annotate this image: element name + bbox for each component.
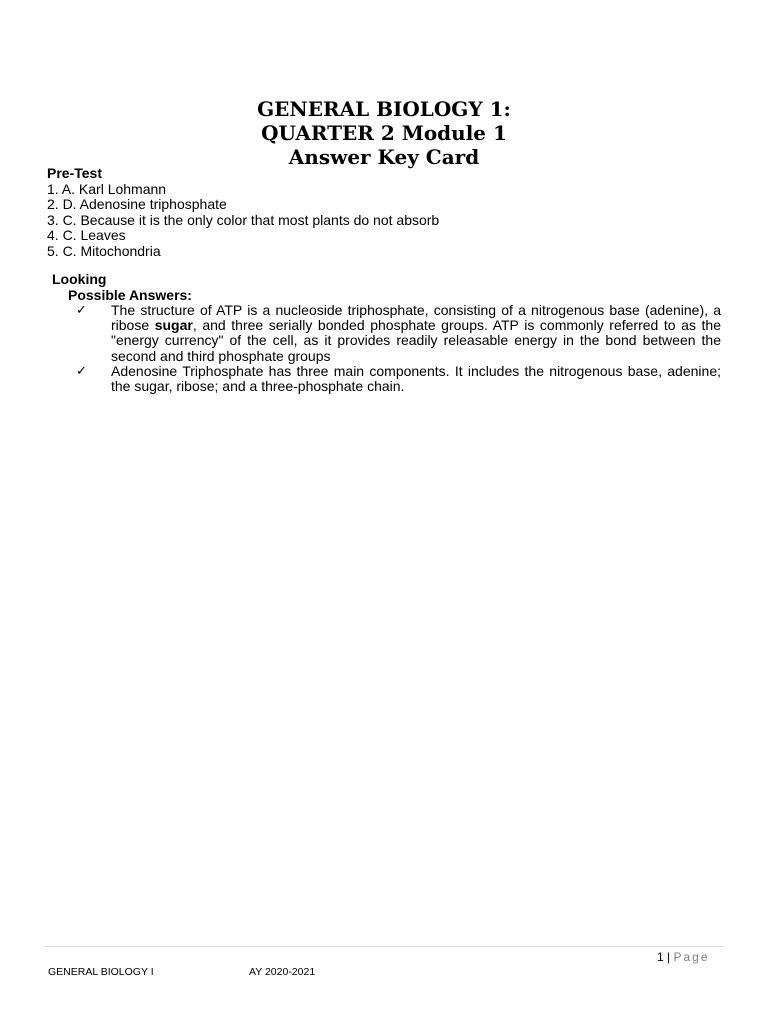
pretest-answer-4: 4. C. Leaves (47, 227, 126, 243)
answer-1-text-start: The structure of ATP is a nucleoside triphosphate, consisting of a nitrogenous base (adenine), a ribose (111, 302, 721, 334)
possible-answer-1 (76, 303, 721, 364)
pretest-heading: Pre-Test (47, 165, 102, 181)
title-line-1: GENERAL BIOLOGY 1: (257, 97, 511, 121)
check-mark-icon: ✓ (76, 363, 87, 379)
possible-answer-2 (76, 364, 721, 394)
pretest-answer-3: 3. C. Because it is the only color that most plants do not absorb (47, 211, 440, 228)
possible-answers-list (76, 303, 721, 394)
page-word: Page (673, 950, 710, 964)
page-number (657, 950, 710, 964)
pretest-answer-1: 1. A. Karl Lohmann (47, 180, 167, 197)
answer-1-bold-word: sugar (154, 317, 193, 334)
answer-1-text-end: , and three serially bonded phosphate groups. ATP is commonly referred to as the "energy currency" of the cell, as it provides readily releasable energy in the bond between the second and third phosphate groups (111, 317, 721, 364)
answer-2-text: Adenosine Triphosphate has three main components. It includes the nitrogenous base, adenine; the sugar, ribose; and a three-phosphate chain. (111, 362, 721, 395)
title-line-3: Answer Key Card (288, 145, 480, 169)
footer-course: GENERAL BIOLOGY I (48, 966, 154, 978)
page-number-value: 1 (657, 950, 664, 964)
footer-divider (44, 946, 724, 947)
possible-answers-heading: Possible Answers: (68, 287, 192, 303)
title-line-2: QUARTER 2 Module 1 (261, 121, 507, 145)
looking-heading: Looking (52, 271, 107, 287)
footer-academic-year: AY 2020-2021 (249, 966, 316, 978)
check-mark-icon: ✓ (76, 303, 87, 318)
pretest-section (47, 166, 439, 259)
page-number-separator: | (667, 950, 671, 964)
pretest-answer-5: 5. C. Mitochondria (47, 242, 161, 259)
document-title (0, 97, 768, 169)
pretest-answer-2: 2. D. Adenosine triphosphate (47, 196, 227, 212)
